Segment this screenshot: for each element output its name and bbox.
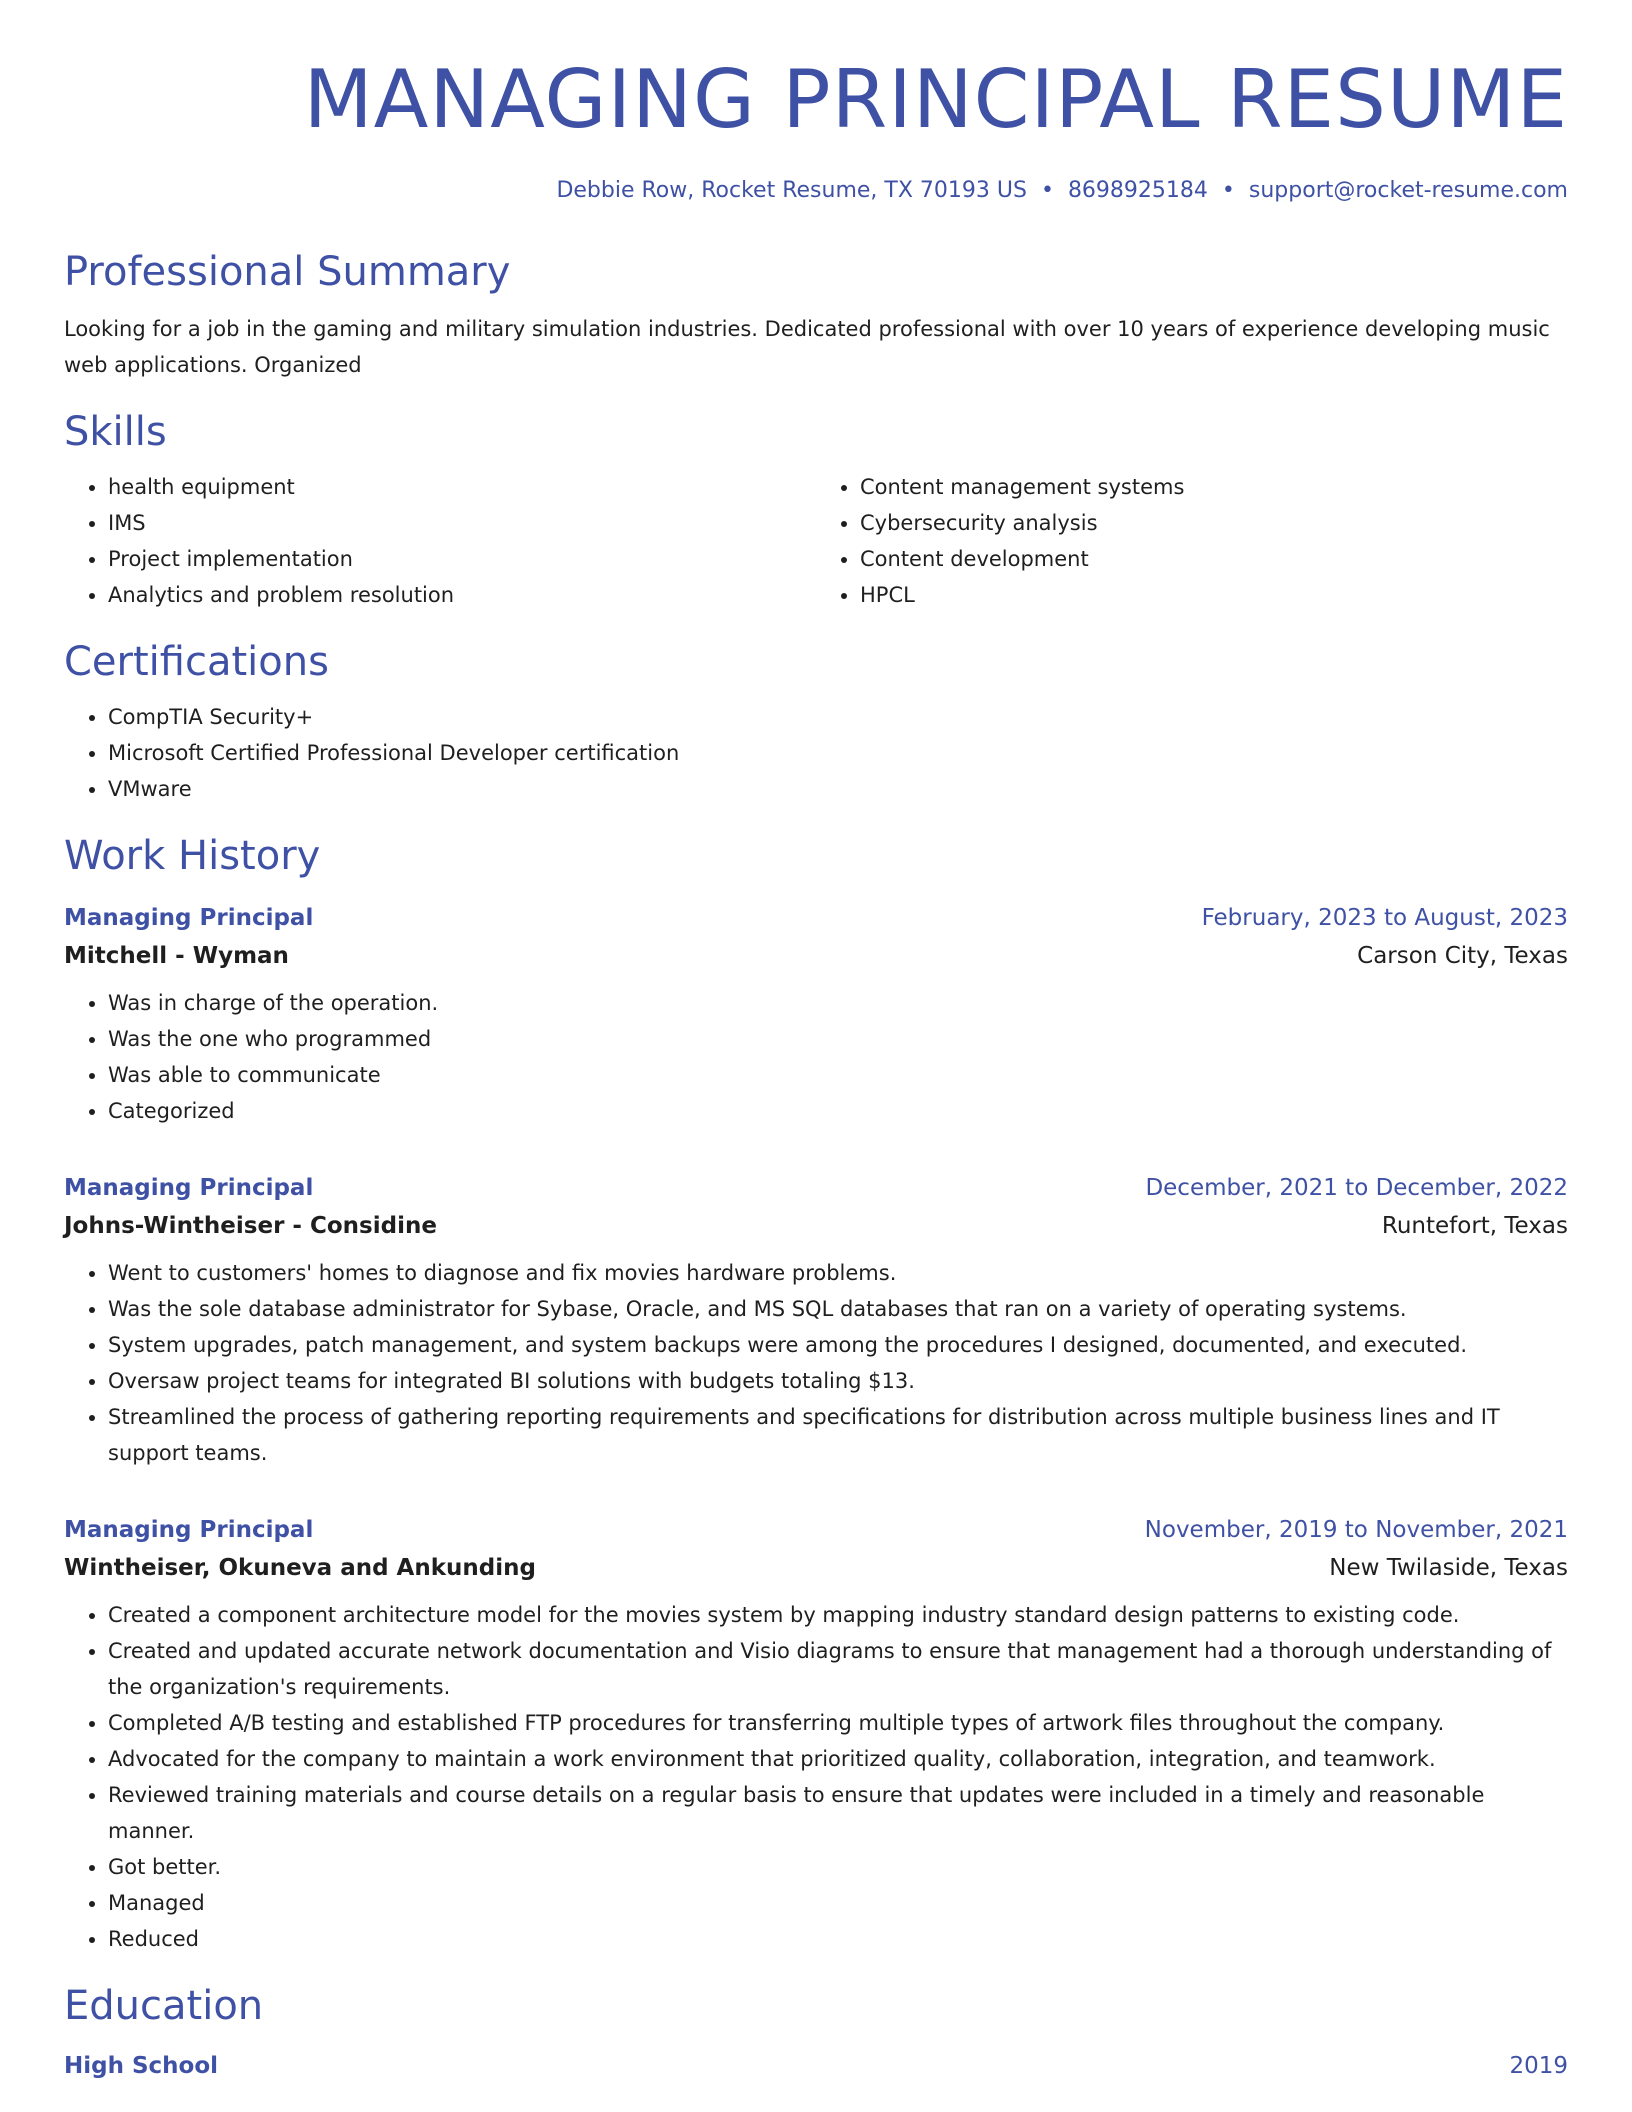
- work-history-heading: Work History: [64, 833, 321, 879]
- certification-item: • CompTIA Security+: [108, 699, 1568, 735]
- job-bullet: • Was the sole database administrator for Sybase, Oracle, and MS SQL databases that ran on a variety of operating systems.: [108, 1291, 1568, 1327]
- job-bullet: • Created and updated accurate network documentation and Visio diagrams to ensure that management had a thorough understanding of the organization's requirements.: [108, 1633, 1568, 1705]
- job-dates: February, 2023 to August, 2023: [1201, 905, 1568, 931]
- skill-item: • HPCL: [860, 577, 1568, 613]
- job-title: Managing Principal: [64, 905, 314, 931]
- skill-item: • Cybersecurity analysis: [860, 505, 1568, 541]
- certifications-list: [64, 699, 1568, 807]
- job-bullet: • Managed: [108, 1885, 1568, 1921]
- contact-address: Debbie Row, Rocket Resume, TX 70193 US: [556, 178, 1027, 203]
- skills-list: [64, 469, 1568, 613]
- job-subheader: [64, 937, 1568, 975]
- job-bullet: • System upgrades, patch management, and system backups were among the procedures I designed, documented, and executed.: [108, 1327, 1568, 1363]
- job-dates: December, 2021 to December, 2022: [1145, 1175, 1568, 1201]
- job-bullet: • Created a component architecture model for the movies system by mapping industry standard design patterns to existing code.: [108, 1597, 1568, 1633]
- skill-item: • health equipment: [108, 469, 816, 505]
- job-bullet: • Was able to communicate: [108, 1057, 1568, 1093]
- job-bullets: [64, 985, 1568, 1129]
- education-heading: Education: [64, 1983, 264, 2029]
- job-header: [64, 1511, 1568, 1549]
- job-location: Runtefort, Texas: [1381, 1213, 1568, 1239]
- summary-heading: Professional Summary: [64, 249, 511, 295]
- education-entry: [64, 2047, 1568, 2085]
- skills-heading: Skills: [64, 409, 167, 455]
- job-bullet: • Was the one who programmed: [108, 1021, 1568, 1057]
- job-bullet: • Went to customers' homes to diagnose and fix movies hardware problems.: [108, 1255, 1568, 1291]
- contact-line: [64, 178, 1568, 203]
- job-company: Wintheiser, Okuneva and Ankunding: [64, 1555, 536, 1581]
- job-dates: November, 2019 to November, 2021: [1144, 1517, 1568, 1543]
- education-school: High School: [64, 2053, 219, 2079]
- certification-item: • VMware: [108, 771, 1568, 807]
- certifications-heading: Certifications: [64, 639, 329, 685]
- job-location: Carson City, Texas: [1357, 943, 1568, 969]
- contact-phone: 8698925184: [1067, 178, 1208, 203]
- resume-title: MANAGING PRINCIPAL RESUME: [303, 53, 1568, 146]
- job-bullet: • Reviewed training materials and course details on a regular basis to ensure that updates were included in a timely and reasonable manner.: [108, 1777, 1568, 1849]
- certification-item: • Microsoft Certified Professional Developer certification: [108, 735, 1568, 771]
- job-location: New Twilaside, Texas: [1329, 1555, 1568, 1581]
- job-company: Johns-Wintheiser - Considine: [64, 1213, 437, 1239]
- contact-separator: •: [1040, 178, 1054, 203]
- job-bullet: • Got better.: [108, 1849, 1568, 1885]
- skill-item: • IMS: [108, 505, 816, 541]
- job-entry: [64, 1169, 1568, 1471]
- skills-column-right: [816, 469, 1568, 613]
- skill-item: • Project implementation: [108, 541, 816, 577]
- job-bullet: • Advocated for the company to maintain a work environment that prioritized quality, collaboration, integration, and teamwork.: [108, 1741, 1568, 1777]
- job-bullets: [64, 1255, 1568, 1471]
- job-bullet: • Streamlined the process of gathering reporting requirements and specifications for distribution across multiple business lines and IT support teams.: [108, 1399, 1568, 1471]
- job-header: [64, 1169, 1568, 1207]
- job-subheader: [64, 1207, 1568, 1245]
- job-header: [64, 899, 1568, 937]
- education-year: 2019: [1509, 2053, 1568, 2079]
- skill-item: • Content development: [860, 541, 1568, 577]
- skill-item: • Analytics and problem resolution: [108, 577, 816, 613]
- job-subheader: [64, 1549, 1568, 1587]
- contact-separator: •: [1221, 178, 1235, 203]
- job-bullet: • Reduced: [108, 1921, 1568, 1957]
- job-title: Managing Principal: [64, 1175, 314, 1201]
- skills-column-left: [64, 469, 816, 613]
- job-bullets: [64, 1597, 1568, 1957]
- job-entry: [64, 1511, 1568, 1957]
- job-company: Mitchell - Wyman: [64, 943, 289, 969]
- job-bullet: • Completed A/B testing and established FTP procedures for transferring multiple types of artwork files throughout the company.: [108, 1705, 1568, 1741]
- job-title: Managing Principal: [64, 1517, 314, 1543]
- job-bullet: • Categorized: [108, 1093, 1568, 1129]
- job-entry: [64, 899, 1568, 1129]
- contact-email: support@rocket-resume.com: [1248, 178, 1568, 203]
- job-bullet: • Was in charge of the operation.: [108, 985, 1568, 1021]
- skill-item: • Content management systems: [860, 469, 1568, 505]
- summary-text: Looking for a job in the gaming and military simulation industries. Dedicated professional with over 10 years of experience developing music web applications. Organized: [64, 317, 1550, 377]
- job-bullet: • Oversaw project teams for integrated BI solutions with budgets totaling $13.: [108, 1363, 1568, 1399]
